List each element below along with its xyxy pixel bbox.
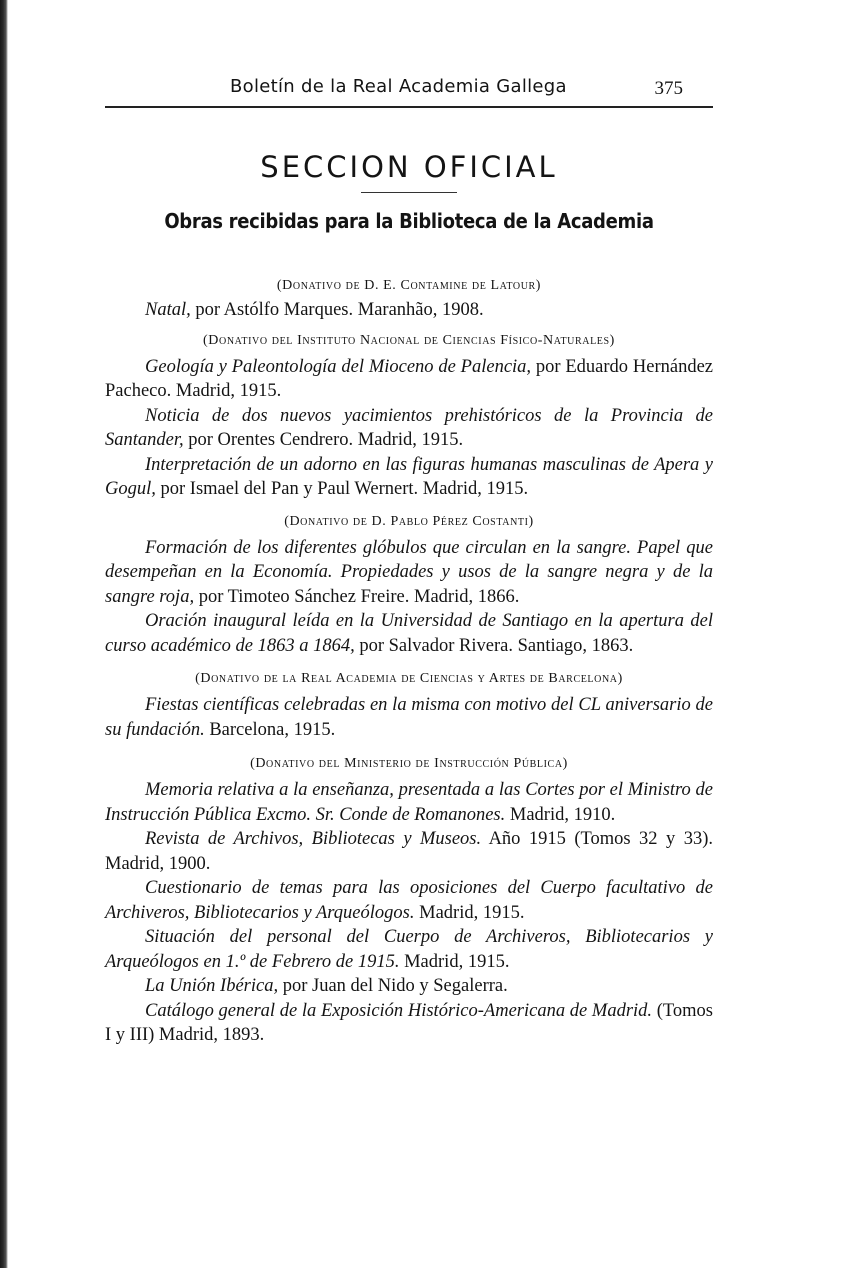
book-details: (Tomos I y III) Madrid, 1893. bbox=[105, 1000, 713, 1045]
book-title: Situación del personal del Cuerpo de Archiveros, Bibliotecarios y Arqueólogos en 1.º de Febrero de 1915. bbox=[105, 927, 713, 972]
book-title: Geología y Paleontología del Mioceno de Palencia, bbox=[145, 356, 532, 377]
book-entry bbox=[105, 876, 713, 925]
book-title: Fiestas científicas celebradas en la misma con motivo del CL aniversario de su fundación. bbox=[105, 695, 713, 740]
journal-title: Boletín de la Real Academia Gallega bbox=[230, 76, 567, 97]
book-details: Madrid, 1910. bbox=[505, 804, 616, 825]
running-header bbox=[105, 70, 713, 108]
donation-heading: (Donativo del Instituto Nacional de Ciencias Físico-Naturales) bbox=[203, 332, 615, 348]
book-title: Memoria relativa a la enseñanza, presentada a las Cortes por el Ministro de Instrucción Pública Excmo. Sr. Conde de Romanones. bbox=[105, 780, 713, 825]
book-details: por Salvador Rivera. Santiago, 1863. bbox=[354, 635, 634, 656]
donation-heading: (Donativo de D. Pablo Pérez Costanti) bbox=[284, 513, 534, 529]
donation-heading: (Donativo del Ministerio de Instrucción Pública) bbox=[250, 756, 568, 771]
book-title: Revista de Archivos, Bibliotecas y Museos. bbox=[145, 829, 482, 849]
book-details: Madrid, 1915. bbox=[399, 951, 510, 972]
book-entry bbox=[105, 999, 713, 1048]
book-entry bbox=[105, 974, 713, 999]
book-entry bbox=[105, 404, 713, 453]
book-entry bbox=[105, 827, 713, 876]
book-details: por Astólfo Marques. Maranhão, 1908. bbox=[190, 300, 484, 320]
book-title: Formación de los diferentes glóbulos que circulan en la sangre. Papel que desempeñan en la Economía. Propiedades y usos de la sangre negra y de la sangre roja, bbox=[105, 537, 713, 607]
title-divider bbox=[361, 192, 457, 193]
document-page bbox=[105, 70, 713, 1048]
book-details: Barcelona, 1915. bbox=[204, 719, 336, 740]
book-title: Interpretación de un adorno en las figuras humanas masculinas de Apera y Gogul, bbox=[105, 454, 713, 499]
book-entry bbox=[105, 925, 713, 974]
book-spine-edge bbox=[0, 0, 8, 1268]
book-entry bbox=[105, 778, 713, 827]
page-number: 375 bbox=[654, 78, 683, 99]
book-details: por Orentes Cendrero. Madrid, 1915. bbox=[183, 430, 464, 450]
book-title: Oración inaugural leída en la Universidad de Santiago en la apertura del curso académico de 1863 a 1864, bbox=[105, 611, 713, 656]
book-entry bbox=[105, 693, 713, 742]
book-entry bbox=[105, 355, 713, 404]
book-details: por Eduardo Hernández Pacheco. Madrid, 1915. bbox=[105, 356, 713, 401]
section-title: SECCION OFICIAL bbox=[260, 150, 558, 184]
book-entry bbox=[105, 298, 713, 323]
book-title: Cuestionario de temas para las oposiciones del Cuerpo facultativo de Archiveros, Bibliotecarios y Arqueólogos. bbox=[105, 878, 713, 923]
book-title: Catálogo general de la Exposición Histórico-Americana de Madrid. bbox=[145, 1000, 653, 1021]
book-entry bbox=[105, 453, 713, 502]
book-entry bbox=[105, 609, 713, 658]
donation-heading: (Donativo de la Real Academia de Ciencias y Artes de Barcelona) bbox=[195, 671, 623, 686]
book-details: Madrid, 1915. bbox=[414, 902, 525, 923]
book-title: Natal, bbox=[145, 300, 191, 320]
book-details: por Timoteo Sánchez Freire. Madrid, 1866. bbox=[194, 586, 520, 607]
book-details: por Juan del Nido y Segalerra. bbox=[278, 976, 508, 996]
book-details: por Ismael del Pan y Paul Wernert. Madrid, 1915. bbox=[155, 479, 529, 499]
book-title: Noticia de dos nuevos yacimientos prehistóricos de la Provincia de Santander, bbox=[105, 405, 713, 450]
donation-heading: (Donativo de D. E. Contamine de Latour) bbox=[276, 278, 542, 293]
book-entry bbox=[105, 536, 713, 610]
book-details: Año 1915 (Tomos 32 y 33). Madrid, 1900. bbox=[105, 829, 713, 874]
book-title: La Unión Ibérica, bbox=[145, 976, 279, 996]
section-subtitle: Obras recibidas para la Biblioteca de la Academia bbox=[164, 209, 654, 233]
